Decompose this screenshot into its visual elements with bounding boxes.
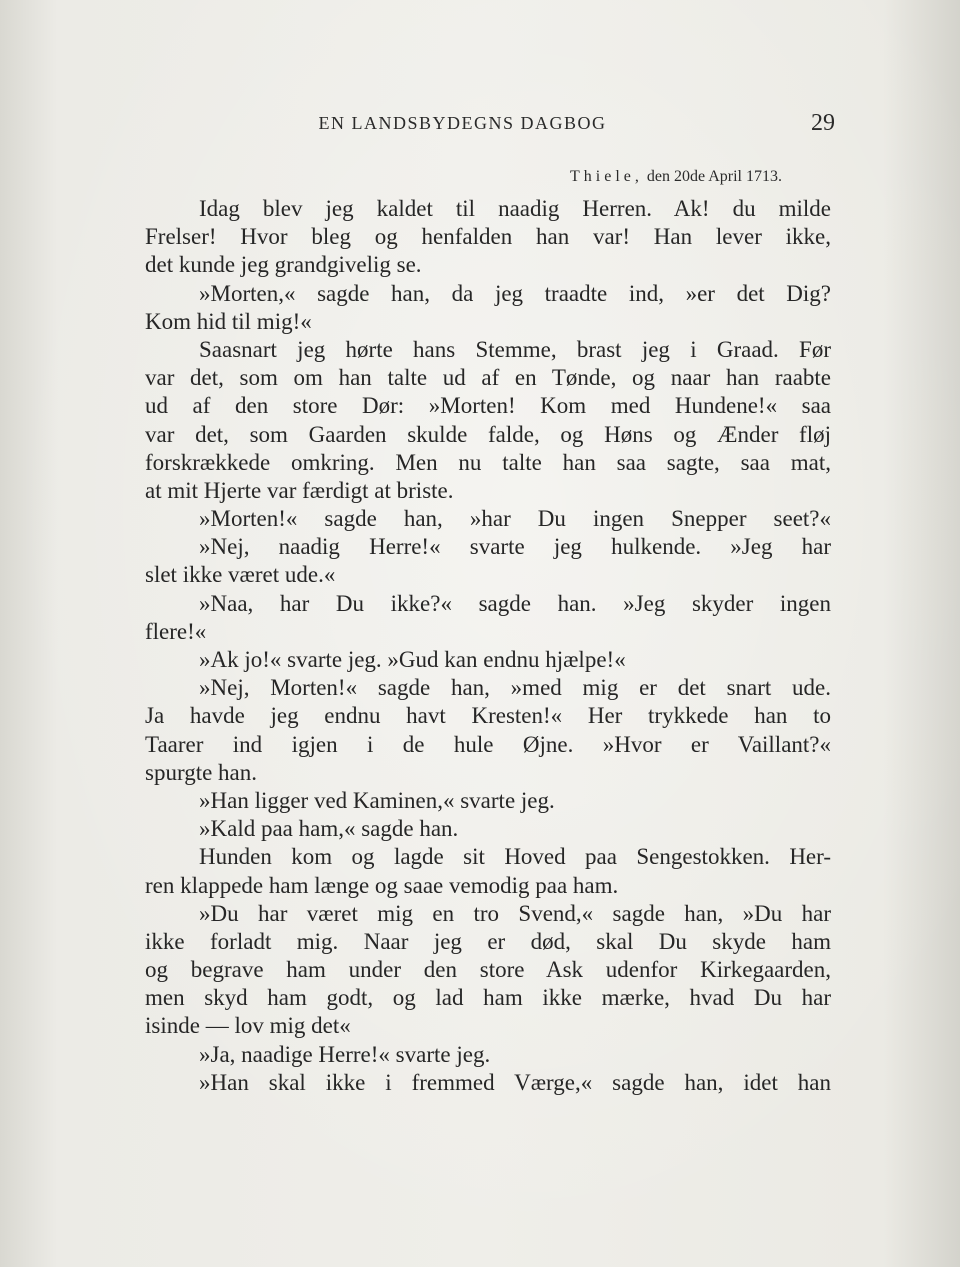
text-line: isinde — lov mig det« xyxy=(145,1013,351,1039)
text-line: Saasnart jeg hørte hans Stemme, brast jeg i Graad. Før xyxy=(199,336,831,362)
text-line: »Naa, har Du ikke?« sagde han. »Jeg skyder ingen xyxy=(199,590,831,616)
running-head xyxy=(145,110,835,140)
text-line: Frelser! Hvor bleg og henfalden han var! Han lever ikke, xyxy=(145,224,831,250)
text-line: Taarer ind igjen i de hule Øjne. »Hvor er Vaillant?« xyxy=(145,731,831,757)
body-text xyxy=(145,195,831,1097)
dateline-date: den 20de April 1713. xyxy=(646,168,782,185)
text-line: »Morten,« sagde han, da jeg traadte ind, »er det Dig? xyxy=(199,280,831,306)
text-line: »Kald paa ham,« sagde han. xyxy=(199,816,459,842)
text-line: »Han skal ikke i fremmed Værge,« sagde han, idet han xyxy=(199,1069,831,1095)
text-line: Hunden kom og lagde sit Hoved paa Sengestokken. Her- xyxy=(199,844,831,870)
text-line: spurgte han. xyxy=(145,759,258,785)
text-line: men skyd ham godt, og lad ham ikke mærke, hvad Du har xyxy=(145,985,831,1011)
text-line: at mit Hjerte var færdigt at briste. xyxy=(145,477,454,503)
page-number: 29 xyxy=(811,110,835,136)
text-line: slet ikke været ude.« xyxy=(145,562,336,588)
text-line: var det, som om han talte ud af en Tønde, og naar han raabte xyxy=(145,365,831,391)
text-line: »Ja, naadige Herre!« svarte jeg. xyxy=(199,1041,491,1067)
text-line: det kunde jeg grandgivelig se. xyxy=(145,252,422,278)
text-line: »Han ligger ved Kaminen,« svarte jeg. xyxy=(199,787,555,813)
text-line: »Nej, Morten!« sagde han, »med mig er det snart ude. xyxy=(199,675,831,701)
text-line: var det, som Gaarden skulde falde, og Høns og Ænder fløj xyxy=(145,421,831,447)
text-line: ud af den store Dør: »Morten! Kom med Hundene!« saa xyxy=(145,393,831,419)
text-line: Kom hid til mig!« xyxy=(145,308,312,334)
text-line: Ja havde jeg endnu havt Kresten!« Her trykkede han to xyxy=(145,703,831,729)
dateline-place: Thiele, xyxy=(570,168,643,185)
running-title: EN LANDSBYDEGNS DAGBOG xyxy=(318,113,607,133)
text-line: »Morten!« sagde han, »har Du ingen Snepper seet?« xyxy=(199,506,831,532)
text-line: ikke forladt mig. Naar jeg er død, skal Du skyde ham xyxy=(145,928,831,954)
text-line: ren klappede ham længe og saae vemodig paa ham. xyxy=(145,872,619,898)
text-line: »Ak jo!« svarte jeg. »Gud kan endnu hjælpe!« xyxy=(199,647,626,672)
text-line: forskrækkede omkring. Men nu talte han saa sagte, saa mat, xyxy=(145,449,831,475)
dateline xyxy=(570,168,782,186)
text-line: Idag blev jeg kaldet til naadig Herren. Ak! du milde xyxy=(199,196,831,221)
text-line: »Du har været mig en tro Svend,« sagde han, »Du har xyxy=(199,900,831,926)
text-line: og begrave ham under den store Ask udenfor Kirkegaarden, xyxy=(145,957,831,983)
text-line: »Nej, naadig Herre!« svarte jeg hulkende. »Jeg har xyxy=(199,534,831,560)
text-line: flere!« xyxy=(145,618,207,644)
